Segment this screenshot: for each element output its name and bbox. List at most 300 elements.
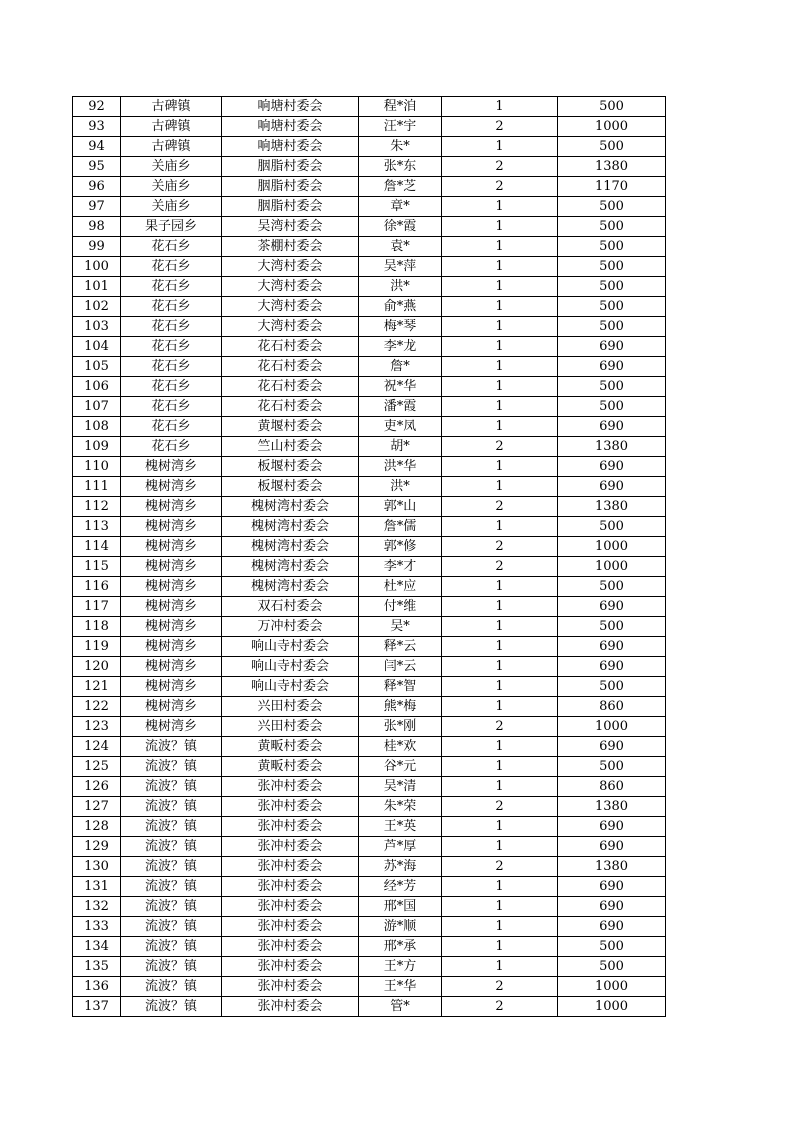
village-committee-cell: 胭脂村委会 — [222, 177, 359, 197]
village-committee-cell: 槐树湾村委会 — [222, 537, 359, 557]
household-count-cell: 1 — [442, 917, 558, 937]
name-cell: 詹*芝 — [359, 177, 442, 197]
township-cell: 槐树湾乡 — [121, 717, 222, 737]
amount-cell: 500 — [558, 297, 666, 317]
table-row — [73, 937, 666, 957]
amount-cell: 690 — [558, 657, 666, 677]
table-row — [73, 617, 666, 637]
name-cell: 张*东 — [359, 157, 442, 177]
row-number-cell: 112 — [73, 497, 121, 517]
village-committee-cell: 万冲村委会 — [222, 617, 359, 637]
township-cell: 花石乡 — [121, 317, 222, 337]
township-cell: 关庙乡 — [121, 157, 222, 177]
row-number-cell: 124 — [73, 737, 121, 757]
row-number-cell: 96 — [73, 177, 121, 197]
amount-cell: 500 — [558, 377, 666, 397]
name-cell: 闫*云 — [359, 657, 442, 677]
table-row — [73, 117, 666, 137]
township-cell: 流波？镇 — [121, 877, 222, 897]
household-count-cell: 1 — [442, 877, 558, 897]
household-count-cell: 1 — [442, 677, 558, 697]
township-cell: 关庙乡 — [121, 177, 222, 197]
table-row — [73, 517, 666, 537]
table-row — [73, 397, 666, 417]
village-committee-cell: 响塘村委会 — [222, 97, 359, 117]
row-number-cell: 115 — [73, 557, 121, 577]
table-row — [73, 477, 666, 497]
household-count-cell: 2 — [442, 797, 558, 817]
amount-cell: 500 — [558, 237, 666, 257]
table-row — [73, 897, 666, 917]
name-cell: 徐*霞 — [359, 217, 442, 237]
name-cell: 詹* — [359, 357, 442, 377]
village-committee-cell: 胭脂村委会 — [222, 157, 359, 177]
household-count-cell: 1 — [442, 337, 558, 357]
amount-cell: 1000 — [558, 997, 666, 1017]
amount-cell: 500 — [558, 197, 666, 217]
name-cell: 李*才 — [359, 557, 442, 577]
amount-cell: 690 — [558, 837, 666, 857]
table-row — [73, 977, 666, 997]
township-cell: 槐树湾乡 — [121, 677, 222, 697]
household-count-cell: 1 — [442, 257, 558, 277]
amount-cell: 500 — [558, 957, 666, 977]
township-cell: 流波？镇 — [121, 857, 222, 877]
household-count-cell: 1 — [442, 817, 558, 837]
amount-cell: 690 — [558, 637, 666, 657]
name-cell: 梅*琴 — [359, 317, 442, 337]
name-cell: 李*龙 — [359, 337, 442, 357]
row-number-cell: 98 — [73, 217, 121, 237]
name-cell: 洪*华 — [359, 457, 442, 477]
amount-cell: 1000 — [558, 537, 666, 557]
township-cell: 槐树湾乡 — [121, 597, 222, 617]
household-count-cell: 1 — [442, 277, 558, 297]
village-committee-cell: 大湾村委会 — [222, 257, 359, 277]
table-row — [73, 137, 666, 157]
township-cell: 花石乡 — [121, 397, 222, 417]
row-number-cell: 135 — [73, 957, 121, 977]
village-committee-cell: 响山寺村委会 — [222, 657, 359, 677]
township-cell: 花石乡 — [121, 357, 222, 377]
household-count-cell: 1 — [442, 297, 558, 317]
amount-cell: 860 — [558, 777, 666, 797]
row-number-cell: 109 — [73, 437, 121, 457]
row-number-cell: 105 — [73, 357, 121, 377]
amount-cell: 690 — [558, 357, 666, 377]
row-number-cell: 111 — [73, 477, 121, 497]
village-committee-cell: 黄堰村委会 — [222, 417, 359, 437]
table-row — [73, 97, 666, 117]
township-cell: 流波？镇 — [121, 937, 222, 957]
name-cell: 潘*霞 — [359, 397, 442, 417]
township-cell: 槐树湾乡 — [121, 557, 222, 577]
table-row — [73, 417, 666, 437]
household-count-cell: 1 — [442, 397, 558, 417]
township-cell: 流波？镇 — [121, 757, 222, 777]
amount-cell: 500 — [558, 217, 666, 237]
township-cell: 流波？镇 — [121, 737, 222, 757]
name-cell: 付*维 — [359, 597, 442, 617]
household-count-cell: 1 — [442, 377, 558, 397]
table-row — [73, 997, 666, 1017]
table-row — [73, 457, 666, 477]
household-count-cell: 2 — [442, 997, 558, 1017]
township-cell: 流波？镇 — [121, 837, 222, 857]
village-committee-cell: 张冲村委会 — [222, 817, 359, 837]
name-cell: 熊*梅 — [359, 697, 442, 717]
village-committee-cell: 张冲村委会 — [222, 877, 359, 897]
amount-cell: 690 — [558, 597, 666, 617]
table-row — [73, 437, 666, 457]
row-number-cell: 108 — [73, 417, 121, 437]
household-count-cell: 2 — [442, 717, 558, 737]
village-committee-cell: 张冲村委会 — [222, 777, 359, 797]
row-number-cell: 119 — [73, 637, 121, 657]
township-cell: 古碑镇 — [121, 137, 222, 157]
name-cell: 胡* — [359, 437, 442, 457]
township-cell: 槐树湾乡 — [121, 457, 222, 477]
row-number-cell: 100 — [73, 257, 121, 277]
village-committee-cell: 茶棚村委会 — [222, 237, 359, 257]
table-row — [73, 637, 666, 657]
row-number-cell: 130 — [73, 857, 121, 877]
amount-cell: 500 — [558, 677, 666, 697]
table-row — [73, 917, 666, 937]
township-cell: 花石乡 — [121, 237, 222, 257]
township-cell: 槐树湾乡 — [121, 697, 222, 717]
household-count-cell: 1 — [442, 417, 558, 437]
village-committee-cell: 槐树湾村委会 — [222, 557, 359, 577]
row-number-cell: 99 — [73, 237, 121, 257]
table-body — [73, 97, 666, 1017]
row-number-cell: 104 — [73, 337, 121, 357]
amount-cell: 690 — [558, 417, 666, 437]
table-row — [73, 217, 666, 237]
name-cell: 桂*欢 — [359, 737, 442, 757]
amount-cell: 500 — [558, 577, 666, 597]
village-committee-cell: 张冲村委会 — [222, 897, 359, 917]
row-number-cell: 136 — [73, 977, 121, 997]
table-row — [73, 197, 666, 217]
table-row — [73, 337, 666, 357]
table-row — [73, 177, 666, 197]
row-number-cell: 118 — [73, 617, 121, 637]
township-cell: 流波？镇 — [121, 777, 222, 797]
row-number-cell: 95 — [73, 157, 121, 177]
name-cell: 洪* — [359, 477, 442, 497]
row-number-cell: 132 — [73, 897, 121, 917]
village-committee-cell: 响山寺村委会 — [222, 677, 359, 697]
township-cell: 花石乡 — [121, 377, 222, 397]
name-cell: 邢*承 — [359, 937, 442, 957]
village-committee-cell: 花石村委会 — [222, 337, 359, 357]
household-count-cell: 2 — [442, 117, 558, 137]
township-cell: 流波？镇 — [121, 797, 222, 817]
name-cell: 邢*国 — [359, 897, 442, 917]
table-row — [73, 557, 666, 577]
village-committee-cell: 黄畈村委会 — [222, 737, 359, 757]
township-cell: 流波？镇 — [121, 957, 222, 977]
row-number-cell: 127 — [73, 797, 121, 817]
amount-cell: 1000 — [558, 557, 666, 577]
row-number-cell: 92 — [73, 97, 121, 117]
township-cell: 花石乡 — [121, 277, 222, 297]
village-committee-cell: 张冲村委会 — [222, 937, 359, 957]
township-cell: 花石乡 — [121, 297, 222, 317]
amount-cell: 860 — [558, 697, 666, 717]
name-cell: 王*方 — [359, 957, 442, 977]
amount-cell: 1170 — [558, 177, 666, 197]
village-committee-cell: 板堰村委会 — [222, 457, 359, 477]
row-number-cell: 113 — [73, 517, 121, 537]
township-cell: 槐树湾乡 — [121, 577, 222, 597]
township-cell: 槐树湾乡 — [121, 657, 222, 677]
household-count-cell: 2 — [442, 857, 558, 877]
table-row — [73, 657, 666, 677]
household-count-cell: 2 — [442, 497, 558, 517]
township-cell: 槐树湾乡 — [121, 617, 222, 637]
row-number-cell: 121 — [73, 677, 121, 697]
township-cell: 流波？镇 — [121, 997, 222, 1017]
amount-cell: 1380 — [558, 497, 666, 517]
row-number-cell: 125 — [73, 757, 121, 777]
village-committee-cell: 张冲村委会 — [222, 977, 359, 997]
table-row — [73, 797, 666, 817]
village-committee-cell: 槐树湾村委会 — [222, 577, 359, 597]
table-row — [73, 697, 666, 717]
name-cell: 郭*山 — [359, 497, 442, 517]
amount-cell: 500 — [558, 137, 666, 157]
township-cell: 关庙乡 — [121, 197, 222, 217]
household-count-cell: 1 — [442, 657, 558, 677]
household-count-cell: 1 — [442, 837, 558, 857]
table-row — [73, 377, 666, 397]
table-row — [73, 237, 666, 257]
amount-cell: 1000 — [558, 977, 666, 997]
amount-cell: 690 — [558, 877, 666, 897]
household-count-cell: 1 — [442, 317, 558, 337]
household-count-cell: 1 — [442, 137, 558, 157]
amount-cell: 500 — [558, 97, 666, 117]
household-count-cell: 1 — [442, 697, 558, 717]
name-cell: 汪*宇 — [359, 117, 442, 137]
village-committee-cell: 槐树湾村委会 — [222, 517, 359, 537]
row-number-cell: 116 — [73, 577, 121, 597]
household-count-cell: 1 — [442, 97, 558, 117]
name-cell: 管* — [359, 997, 442, 1017]
village-committee-cell: 黄畈村委会 — [222, 757, 359, 777]
row-number-cell: 114 — [73, 537, 121, 557]
name-cell: 苏*海 — [359, 857, 442, 877]
amount-cell: 690 — [558, 477, 666, 497]
township-cell: 槐树湾乡 — [121, 497, 222, 517]
table-row — [73, 737, 666, 757]
amount-cell: 690 — [558, 337, 666, 357]
name-cell: 芦*厚 — [359, 837, 442, 857]
household-count-cell: 1 — [442, 737, 558, 757]
household-count-cell: 1 — [442, 757, 558, 777]
row-number-cell: 106 — [73, 377, 121, 397]
village-committee-cell: 大湾村委会 — [222, 277, 359, 297]
village-committee-cell: 响塘村委会 — [222, 137, 359, 157]
row-number-cell: 131 — [73, 877, 121, 897]
row-number-cell: 120 — [73, 657, 121, 677]
name-cell: 郭*修 — [359, 537, 442, 557]
household-count-cell: 1 — [442, 237, 558, 257]
row-number-cell: 93 — [73, 117, 121, 137]
name-cell: 王*英 — [359, 817, 442, 837]
township-cell: 花石乡 — [121, 337, 222, 357]
table-row — [73, 297, 666, 317]
row-number-cell: 126 — [73, 777, 121, 797]
subsidy-table — [72, 96, 666, 1017]
village-committee-cell: 响塘村委会 — [222, 117, 359, 137]
household-count-cell: 2 — [442, 537, 558, 557]
row-number-cell: 129 — [73, 837, 121, 857]
amount-cell: 1380 — [558, 157, 666, 177]
row-number-cell: 97 — [73, 197, 121, 217]
table-row — [73, 777, 666, 797]
township-cell: 果子园乡 — [121, 217, 222, 237]
amount-cell: 500 — [558, 757, 666, 777]
township-cell: 流波？镇 — [121, 917, 222, 937]
table-row — [73, 257, 666, 277]
household-count-cell: 1 — [442, 517, 558, 537]
row-number-cell: 134 — [73, 937, 121, 957]
name-cell: 吴*萍 — [359, 257, 442, 277]
amount-cell: 690 — [558, 917, 666, 937]
table-row — [73, 357, 666, 377]
village-committee-cell: 双石村委会 — [222, 597, 359, 617]
amount-cell: 500 — [558, 317, 666, 337]
village-committee-cell: 张冲村委会 — [222, 917, 359, 937]
name-cell: 朱* — [359, 137, 442, 157]
household-count-cell: 1 — [442, 957, 558, 977]
township-cell: 古碑镇 — [121, 97, 222, 117]
household-count-cell: 1 — [442, 577, 558, 597]
household-count-cell: 1 — [442, 357, 558, 377]
row-number-cell: 103 — [73, 317, 121, 337]
name-cell: 吏*凤 — [359, 417, 442, 437]
household-count-cell: 1 — [442, 777, 558, 797]
name-cell: 游*顺 — [359, 917, 442, 937]
amount-cell: 500 — [558, 277, 666, 297]
village-committee-cell: 花石村委会 — [222, 377, 359, 397]
name-cell: 经*芳 — [359, 877, 442, 897]
name-cell: 朱*荣 — [359, 797, 442, 817]
table-row — [73, 717, 666, 737]
household-count-cell: 1 — [442, 937, 558, 957]
name-cell: 俞*燕 — [359, 297, 442, 317]
household-count-cell: 1 — [442, 197, 558, 217]
household-count-cell: 1 — [442, 897, 558, 917]
name-cell: 谷*元 — [359, 757, 442, 777]
name-cell: 程*洎 — [359, 97, 442, 117]
row-number-cell: 123 — [73, 717, 121, 737]
amount-cell: 1000 — [558, 717, 666, 737]
table-row — [73, 497, 666, 517]
row-number-cell: 110 — [73, 457, 121, 477]
table-row — [73, 757, 666, 777]
village-committee-cell: 响山寺村委会 — [222, 637, 359, 657]
row-number-cell: 122 — [73, 697, 121, 717]
table-row — [73, 537, 666, 557]
amount-cell: 1380 — [558, 857, 666, 877]
table-row — [73, 317, 666, 337]
household-count-cell: 1 — [442, 457, 558, 477]
township-cell: 流波？镇 — [121, 897, 222, 917]
amount-cell: 690 — [558, 897, 666, 917]
township-cell: 花石乡 — [121, 257, 222, 277]
village-committee-cell: 张冲村委会 — [222, 837, 359, 857]
household-count-cell: 1 — [442, 217, 558, 237]
name-cell: 吴* — [359, 617, 442, 637]
amount-cell: 500 — [558, 937, 666, 957]
row-number-cell: 94 — [73, 137, 121, 157]
amount-cell: 690 — [558, 817, 666, 837]
household-count-cell: 2 — [442, 177, 558, 197]
name-cell: 詹*儒 — [359, 517, 442, 537]
village-committee-cell: 大湾村委会 — [222, 297, 359, 317]
table-row — [73, 157, 666, 177]
village-committee-cell: 兴田村委会 — [222, 697, 359, 717]
household-count-cell: 2 — [442, 437, 558, 457]
name-cell: 释*云 — [359, 637, 442, 657]
household-count-cell: 1 — [442, 617, 558, 637]
table-row — [73, 577, 666, 597]
village-committee-cell: 大湾村委会 — [222, 317, 359, 337]
name-cell: 洪* — [359, 277, 442, 297]
household-count-cell: 2 — [442, 557, 558, 577]
amount-cell: 1000 — [558, 117, 666, 137]
row-number-cell: 117 — [73, 597, 121, 617]
village-committee-cell: 吴湾村委会 — [222, 217, 359, 237]
township-cell: 古碑镇 — [121, 117, 222, 137]
row-number-cell: 101 — [73, 277, 121, 297]
name-cell: 章* — [359, 197, 442, 217]
name-cell: 袁* — [359, 237, 442, 257]
township-cell: 槐树湾乡 — [121, 477, 222, 497]
row-number-cell: 137 — [73, 997, 121, 1017]
household-count-cell: 1 — [442, 477, 558, 497]
table-row — [73, 277, 666, 297]
row-number-cell: 102 — [73, 297, 121, 317]
amount-cell: 500 — [558, 257, 666, 277]
name-cell: 祝*华 — [359, 377, 442, 397]
household-count-cell: 1 — [442, 637, 558, 657]
village-committee-cell: 竺山村委会 — [222, 437, 359, 457]
row-number-cell: 128 — [73, 817, 121, 837]
village-committee-cell: 张冲村委会 — [222, 957, 359, 977]
table-row — [73, 857, 666, 877]
township-cell: 槐树湾乡 — [121, 637, 222, 657]
name-cell: 释*智 — [359, 677, 442, 697]
table-row — [73, 817, 666, 837]
village-committee-cell: 张冲村委会 — [222, 857, 359, 877]
amount-cell: 690 — [558, 457, 666, 477]
table-row — [73, 677, 666, 697]
amount-cell: 1380 — [558, 797, 666, 817]
amount-cell: 500 — [558, 397, 666, 417]
name-cell: 吴*清 — [359, 777, 442, 797]
township-cell: 流波？镇 — [121, 817, 222, 837]
amount-cell: 500 — [558, 617, 666, 637]
amount-cell: 500 — [558, 517, 666, 537]
village-committee-cell: 兴田村委会 — [222, 717, 359, 737]
name-cell: 王*华 — [359, 977, 442, 997]
township-cell: 流波？镇 — [121, 977, 222, 997]
